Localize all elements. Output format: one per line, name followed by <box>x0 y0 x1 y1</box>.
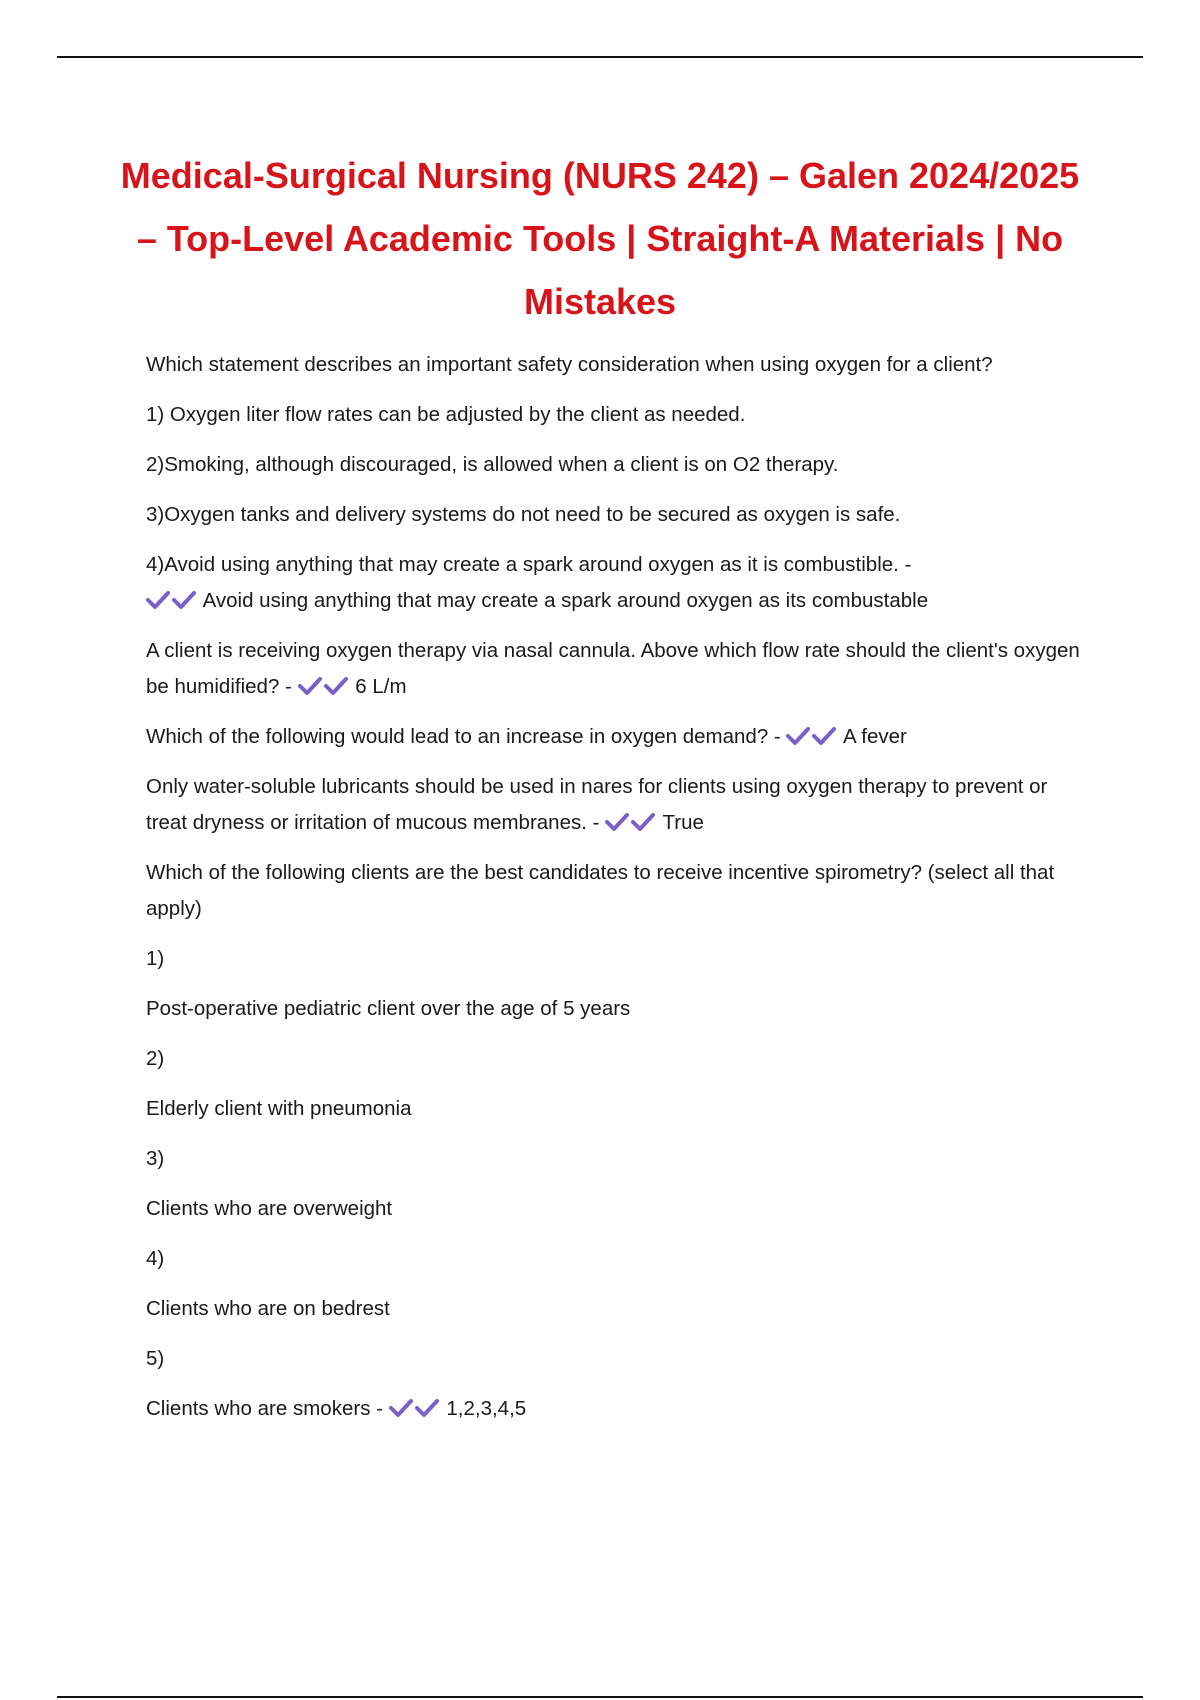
bottom-rule <box>57 1696 1143 1698</box>
check-mark-icon <box>146 589 170 611</box>
question-1-option-4: 4)Avoid using anything that may create a spark around oxygen as it is combustible. - <box>146 553 912 576</box>
top-rule <box>57 56 1143 58</box>
question-1-option-3: 3)Oxygen tanks and delivery systems do not need to be secured as oxygen is safe. <box>146 503 901 526</box>
question-5-number-1: 1) <box>146 947 165 970</box>
question-5-choice-1: Post-operative pediatric client over the age of 5 years <box>146 997 631 1020</box>
question-1-answer: Avoid using anything that may create a spark around oxygen as its combustable <box>202 589 929 612</box>
question-4-text: Only water-soluble lubricants should be used in nares for clients using oxygen therapy to prevent or treat dryness or irritation of mucous membranes. - <box>146 775 1048 834</box>
question-5-number-4: 4) <box>146 1247 165 1270</box>
question-1-option-1: 1) Oxygen liter flow rates can be adjusted by the client as needed. <box>146 403 746 426</box>
check-mark-icon <box>389 1397 413 1419</box>
check-mark-icon <box>298 675 322 697</box>
question-3-text: Which of the following would lead to an increase in oxygen demand? - <box>146 725 781 748</box>
question-5: Which of the following clients are the best candidates to receive incentive spirometry? (select all that apply) <box>146 861 1055 920</box>
check-mark-icon <box>415 1397 439 1419</box>
check-mark-icon <box>324 675 348 697</box>
check-mark-icon <box>812 725 836 747</box>
question-3-answer: A fever <box>843 725 907 748</box>
question-2 <box>146 633 1086 705</box>
question-1-option-4-with-answer <box>146 547 1086 619</box>
check-mark-icon <box>172 589 196 611</box>
check-mark-icon <box>786 725 810 747</box>
question-1: Which statement describes an important safety consideration when using oxygen for a client? <box>146 353 993 376</box>
question-2-text: A client is receiving oxygen therapy via nasal cannula. Above which flow rate should the client's oxygen be humidified? - <box>146 639 1080 698</box>
question-5-choice-3: Clients who are overweight <box>146 1197 393 1220</box>
check-mark-icon <box>631 811 655 833</box>
question-5-choice-5-with-answer <box>146 1391 1086 1427</box>
question-5-choice-4: Clients who are on bedrest <box>146 1297 390 1320</box>
question-4 <box>146 769 1086 841</box>
question-2-answer: 6 L/m <box>355 675 407 698</box>
question-3 <box>146 719 1086 755</box>
question-5-number-5: 5) <box>146 1347 165 1370</box>
question-5-number-2: 2) <box>146 1047 165 1070</box>
document-title: Medical-Surgical Nursing (NURS 242) – Galen 2024/2025 – Top-Level Academic Tools | Straight-A Materials | No Mistakes <box>120 155 1080 322</box>
document-body <box>146 347 1086 1441</box>
question-4-answer: True <box>662 811 704 834</box>
question-5-number-3: 3) <box>146 1147 165 1170</box>
question-5-answer: 1,2,3,4,5 <box>446 1397 527 1420</box>
check-mark-icon <box>605 811 629 833</box>
question-5-choice-2: Elderly client with pneumonia <box>146 1097 412 1120</box>
question-5-choice-5: Clients who are smokers - <box>146 1397 383 1420</box>
question-1-option-2: 2)Smoking, although discouraged, is allowed when a client is on O2 therapy. <box>146 453 839 476</box>
